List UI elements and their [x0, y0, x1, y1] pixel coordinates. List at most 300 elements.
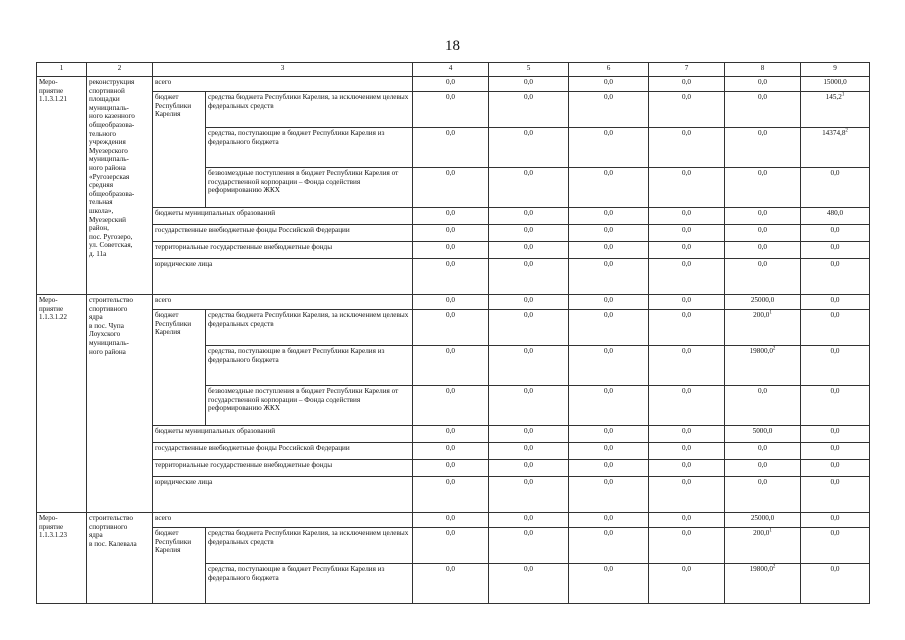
value-text: 0,0 [830, 347, 840, 355]
value-text: 200,0 [753, 529, 770, 537]
value-cell [569, 346, 649, 386]
value-text: 0,0 [682, 169, 691, 177]
value-text: 0,0 [830, 243, 840, 251]
value-cell [489, 208, 569, 225]
text-line: учреждения [89, 138, 126, 147]
value-cell [725, 386, 801, 426]
value-text: 0,0 [604, 514, 613, 522]
value-cell [413, 513, 489, 528]
value-text: 0,0 [604, 461, 613, 469]
text-line: Республики [155, 319, 192, 328]
table-row [37, 443, 870, 460]
value-cell [413, 346, 489, 386]
value-cell [489, 528, 569, 564]
text-line: Республики [155, 101, 192, 110]
text-line: муниципаль- [89, 103, 129, 112]
table-row [37, 259, 870, 295]
value-text: 0,0 [446, 260, 455, 268]
value-text: 0,0 [830, 444, 840, 452]
value-text: 0,0 [524, 478, 533, 486]
value-text: 0,0 [830, 529, 840, 537]
text-line: спортивной [89, 86, 125, 95]
value-text: 0,0 [604, 347, 613, 355]
text-line: строительство [89, 296, 133, 304]
text-line: Лоухского [89, 330, 121, 339]
table-row [37, 460, 870, 477]
row-label: безвозмездные поступления в бюджет Республики Карелия от государственной корпорации – Фонда содействия реформированию ЖКХ [206, 168, 413, 208]
value-cell [649, 443, 725, 460]
value-cell [725, 208, 801, 225]
value-cell [413, 460, 489, 477]
value-cell [801, 564, 870, 604]
value-text: 0,0 [682, 478, 691, 486]
value-text: 0,0 [758, 243, 767, 251]
value-cell [725, 128, 801, 168]
footnote-mark: 2 [845, 128, 848, 134]
value-text: 15000,0 [823, 78, 847, 86]
value-cell [489, 426, 569, 443]
value-text: 0,0 [682, 461, 691, 469]
text-line: в пос. Чупа [89, 321, 124, 330]
value-text: 0,0 [524, 226, 533, 234]
value-text: 0,0 [758, 461, 767, 469]
value-text: 14374,8 [822, 129, 846, 137]
value-text: 0,0 [604, 565, 613, 573]
value-cell [413, 386, 489, 426]
table-row [37, 208, 870, 225]
table-row [37, 426, 870, 443]
footnote-mark: 1 [769, 310, 772, 316]
value-text: 0,0 [524, 444, 533, 452]
value-text: 0,0 [446, 461, 455, 469]
text-line: Карелия [155, 328, 181, 337]
footnote-mark: 2 [772, 346, 776, 352]
header-cell: 6 [569, 63, 649, 77]
row-label: всего [153, 513, 413, 528]
value-text: 0,0 [604, 129, 613, 137]
value-cell [725, 77, 801, 92]
table-row [37, 477, 870, 513]
value-text: 0,0 [758, 444, 767, 452]
value-text: 0,0 [604, 93, 613, 101]
footnote-mark: 1 [841, 92, 845, 98]
value-cell [801, 513, 870, 528]
text-line: бюджет [155, 311, 179, 319]
value-cell [649, 225, 725, 242]
value-text: 0,0 [446, 444, 455, 452]
text-line: площадки [89, 95, 120, 104]
value-cell [725, 168, 801, 208]
value-cell [649, 242, 725, 259]
measure-description [87, 513, 153, 604]
value-text: 0,0 [830, 311, 840, 319]
value-text: 0,0 [446, 296, 455, 304]
text-line: приятие [39, 522, 64, 531]
value-text: 0,0 [446, 169, 455, 177]
value-cell [649, 477, 725, 513]
value-text: 0,0 [830, 565, 840, 573]
text-line: ул. Советская, [89, 241, 133, 250]
measure-code [37, 77, 87, 295]
value-text: 0,0 [830, 427, 840, 435]
value-text: 0,0 [682, 209, 691, 217]
value-cell [725, 443, 801, 460]
value-text: 0,0 [682, 311, 691, 319]
value-cell [489, 386, 569, 426]
value-cell [569, 225, 649, 242]
value-cell [413, 92, 489, 128]
value-text: 0,0 [446, 565, 455, 573]
measure-code [37, 513, 87, 604]
value-text: 0,0 [446, 129, 455, 137]
value-cell [489, 259, 569, 295]
value-cell [649, 528, 725, 564]
text-line: ядра [89, 313, 103, 322]
text-line: муниципаль- [89, 338, 129, 347]
value-cell [569, 426, 649, 443]
value-text: 0,0 [830, 387, 840, 395]
value-cell [801, 477, 870, 513]
value-text: 0,0 [604, 243, 613, 251]
value-cell [649, 295, 725, 310]
value-cell [725, 460, 801, 477]
value-cell [569, 168, 649, 208]
value-text: 0,0 [682, 93, 691, 101]
value-cell [489, 168, 569, 208]
value-cell [801, 92, 870, 128]
value-cell [801, 259, 870, 295]
text-line: спортивного [89, 304, 128, 313]
table-row [37, 295, 870, 310]
value-text: 0,0 [524, 461, 533, 469]
text-line: 1.1.3.1.21 [39, 95, 67, 104]
value-cell [649, 310, 725, 346]
text-line: приятие [39, 86, 64, 95]
text-line: Муезерского [89, 146, 128, 155]
value-text: 25000,0 [750, 514, 775, 522]
value-cell [649, 208, 725, 225]
text-line: Карелия [155, 110, 181, 119]
value-text: 0,0 [604, 169, 613, 177]
value-text: 0,0 [524, 347, 533, 355]
value-text: 0,0 [524, 260, 533, 268]
value-text: 0,0 [446, 311, 455, 319]
value-text: 480,0 [826, 209, 844, 217]
value-text: 0,0 [830, 296, 840, 304]
header-cell: 3 [153, 63, 413, 77]
value-text: 0,0 [830, 514, 840, 522]
text-line: средняя [89, 181, 113, 190]
value-cell [801, 168, 870, 208]
value-cell [649, 128, 725, 168]
value-text: 0,0 [446, 529, 455, 537]
value-cell [569, 528, 649, 564]
value-cell [413, 295, 489, 310]
value-cell [413, 564, 489, 604]
value-text: 0,0 [604, 427, 613, 435]
value-text: 0,0 [758, 226, 767, 234]
value-text: 0,0 [682, 78, 691, 86]
header-row [37, 63, 870, 77]
value-text: 0,0 [524, 93, 533, 101]
value-cell [569, 92, 649, 128]
page-number: 18 [445, 38, 460, 54]
value-text: 0,0 [524, 311, 533, 319]
value-cell [725, 259, 801, 295]
row-label: государственные внебюджетные фонды Российской Федерации [153, 443, 413, 460]
value-text: 0,0 [524, 529, 533, 537]
value-text: 0,0 [604, 260, 613, 268]
value-text: 0,0 [524, 514, 533, 522]
table-row [37, 92, 870, 128]
text-line: тельная [89, 198, 113, 207]
value-cell [569, 477, 649, 513]
value-cell [569, 386, 649, 426]
value-cell [569, 242, 649, 259]
value-cell [489, 346, 569, 386]
value-text: 0,0 [446, 78, 455, 86]
value-cell [649, 92, 725, 128]
value-text: 0,0 [524, 296, 533, 304]
row-label: территориальные государственные внебюджетные фонды [153, 460, 413, 477]
value-text: 0,0 [604, 226, 613, 234]
row-label: юридические лица [153, 259, 413, 295]
value-cell [413, 310, 489, 346]
value-cell [569, 295, 649, 310]
text-line: общеобразова- [89, 120, 135, 129]
budget-group-label [153, 528, 206, 604]
header-cell: 1 [37, 63, 87, 77]
value-cell [725, 92, 801, 128]
value-cell [413, 528, 489, 564]
row-label: бюджеты муниципальных образований [153, 208, 413, 225]
text-line: школа», [89, 206, 114, 215]
value-cell [801, 77, 870, 92]
row-label: средства, поступающие в бюджет Республики Карелия из федерального бюджета [206, 128, 413, 168]
value-cell [413, 477, 489, 513]
value-cell [413, 242, 489, 259]
row-label: средства бюджета Республики Карелия, за исключением целевых федеральных средств [206, 310, 413, 346]
value-cell [569, 564, 649, 604]
value-cell [489, 128, 569, 168]
value-cell [801, 460, 870, 477]
value-text: 0,0 [446, 514, 455, 522]
header-cell: 9 [801, 63, 870, 77]
budget-group-label [153, 92, 206, 208]
text-line: строительство [89, 514, 133, 522]
value-text: 0,0 [830, 461, 840, 469]
value-cell [801, 208, 870, 225]
value-cell [801, 386, 870, 426]
value-text: 145,2 [825, 93, 842, 101]
value-text: 0,0 [682, 529, 691, 537]
value-cell [801, 528, 870, 564]
text-line: 1.1.3.1.23 [39, 531, 67, 540]
value-text: 0,0 [446, 93, 455, 101]
row-label: государственные внебюджетные фонды Российской Федерации [153, 225, 413, 242]
value-cell [801, 128, 870, 168]
text-line: бюджет [155, 93, 179, 101]
row-label: средства бюджета Республики Карелия, за исключением целевых федеральных средств [206, 92, 413, 128]
budget-group-label [153, 310, 206, 426]
value-cell [413, 208, 489, 225]
value-cell [569, 443, 649, 460]
value-text: 0,0 [758, 93, 767, 101]
text-line: ядра [89, 531, 103, 540]
value-cell [489, 564, 569, 604]
value-text: 0,0 [604, 478, 613, 486]
value-cell [413, 168, 489, 208]
value-text: 0,0 [524, 209, 533, 217]
value-text: 0,0 [604, 387, 613, 395]
value-text: 0,0 [446, 387, 455, 395]
value-cell [725, 513, 801, 528]
measure-description [87, 295, 153, 513]
value-text: 0,0 [682, 387, 691, 395]
value-cell [489, 513, 569, 528]
value-text: 0,0 [604, 529, 613, 537]
value-text: 0,0 [830, 260, 840, 268]
row-label: средства, поступающие в бюджет Республики Карелия из федерального бюджета [206, 564, 413, 604]
value-text: 0,0 [524, 78, 533, 86]
value-text: 0,0 [682, 296, 691, 304]
value-cell [569, 77, 649, 92]
value-text: 0,0 [682, 514, 691, 522]
value-cell [569, 310, 649, 346]
row-label: всего [153, 295, 413, 310]
text-line: Меро- [39, 514, 58, 522]
value-text: 0,0 [446, 427, 455, 435]
value-text: 0,0 [524, 129, 533, 137]
value-text: 0,0 [524, 169, 533, 177]
value-text: 0,0 [682, 226, 691, 234]
value-cell [489, 460, 569, 477]
text-line: муниципаль- [89, 155, 129, 164]
value-cell [801, 295, 870, 310]
value-cell [649, 386, 725, 426]
row-label: территориальные государственные внебюджетные фонды [153, 242, 413, 259]
text-line: ного района [89, 163, 126, 172]
value-cell [569, 513, 649, 528]
value-cell [489, 477, 569, 513]
header-cell: 4 [413, 63, 489, 77]
value-text: 0,0 [682, 243, 691, 251]
row-label: всего [153, 77, 413, 92]
value-text: 0,0 [604, 78, 613, 86]
value-cell [413, 225, 489, 242]
value-text: 0,0 [758, 129, 767, 137]
text-line: район, [89, 224, 109, 233]
value-cell [413, 259, 489, 295]
funding-table [36, 62, 870, 604]
value-cell [649, 346, 725, 386]
value-text: 19800,0 [749, 347, 773, 355]
value-cell [801, 443, 870, 460]
value-cell [489, 310, 569, 346]
value-text: 200,0 [753, 311, 770, 319]
table-row [37, 225, 870, 242]
value-text: 0,0 [604, 296, 613, 304]
value-cell [725, 564, 801, 604]
value-cell [413, 128, 489, 168]
value-cell [649, 259, 725, 295]
text-line: Муезерский [89, 215, 126, 224]
footnote-mark: 1 [769, 528, 772, 534]
value-text: 0,0 [446, 226, 455, 234]
value-text: 0,0 [446, 243, 455, 251]
header-cell: 5 [489, 63, 569, 77]
text-line: Меро- [39, 78, 58, 86]
value-cell [569, 128, 649, 168]
value-cell [801, 310, 870, 346]
value-cell [801, 242, 870, 259]
value-text: 0,0 [524, 565, 533, 573]
table-row [37, 528, 870, 564]
value-cell [649, 460, 725, 477]
value-cell [569, 460, 649, 477]
value-text: 0,0 [682, 347, 691, 355]
value-cell [489, 295, 569, 310]
table-row [37, 242, 870, 259]
value-cell [725, 242, 801, 259]
value-text: 0,0 [524, 387, 533, 395]
text-line: Меро- [39, 296, 58, 304]
text-line: ного казенного [89, 112, 135, 121]
table-row [37, 513, 870, 528]
text-line: «Ругозерская [89, 172, 130, 181]
row-label: бюджеты муниципальных образований [153, 426, 413, 443]
value-text: 0,0 [604, 311, 613, 319]
text-line: общеобразова- [89, 189, 135, 198]
value-cell [569, 259, 649, 295]
value-cell [569, 208, 649, 225]
text-line: пос. Ругозеро, [89, 232, 133, 241]
text-line: в пос. Калевала [89, 539, 137, 548]
value-cell [413, 426, 489, 443]
header-cell: 8 [725, 63, 801, 77]
value-text: 0,0 [758, 78, 767, 86]
row-label: юридические лица [153, 477, 413, 513]
header-cell: 7 [649, 63, 725, 77]
value-cell [489, 443, 569, 460]
value-text: 0,0 [604, 209, 613, 217]
text-line: Республики [155, 537, 192, 546]
text-line: реконструкция [89, 78, 135, 86]
text-line: тельного [89, 129, 116, 138]
text-line: бюджет [155, 529, 179, 537]
value-text: 0,0 [682, 427, 691, 435]
measure-description [87, 77, 153, 295]
measure-code [37, 295, 87, 513]
value-text: 0,0 [524, 427, 533, 435]
value-cell [725, 310, 801, 346]
table-row [37, 77, 870, 92]
text-line: д. 11а [89, 249, 107, 258]
row-label: средства, поступающие в бюджет Республики Карелия из федерального бюджета [206, 346, 413, 386]
footnote-mark: 2 [772, 564, 776, 570]
value-text: 0,0 [758, 478, 767, 486]
value-text: 0,0 [758, 387, 767, 395]
value-text: 19800,0 [749, 565, 773, 573]
value-text: 0,0 [758, 209, 767, 217]
value-text: 0,0 [682, 129, 691, 137]
value-cell [801, 426, 870, 443]
value-text: 0,0 [830, 478, 840, 486]
value-cell [649, 168, 725, 208]
value-cell [649, 426, 725, 443]
row-label: безвозмездные поступления в бюджет Республики Карелия от государственной корпорации – Фонда содействия реформированию ЖКХ [206, 386, 413, 426]
value-cell [725, 225, 801, 242]
